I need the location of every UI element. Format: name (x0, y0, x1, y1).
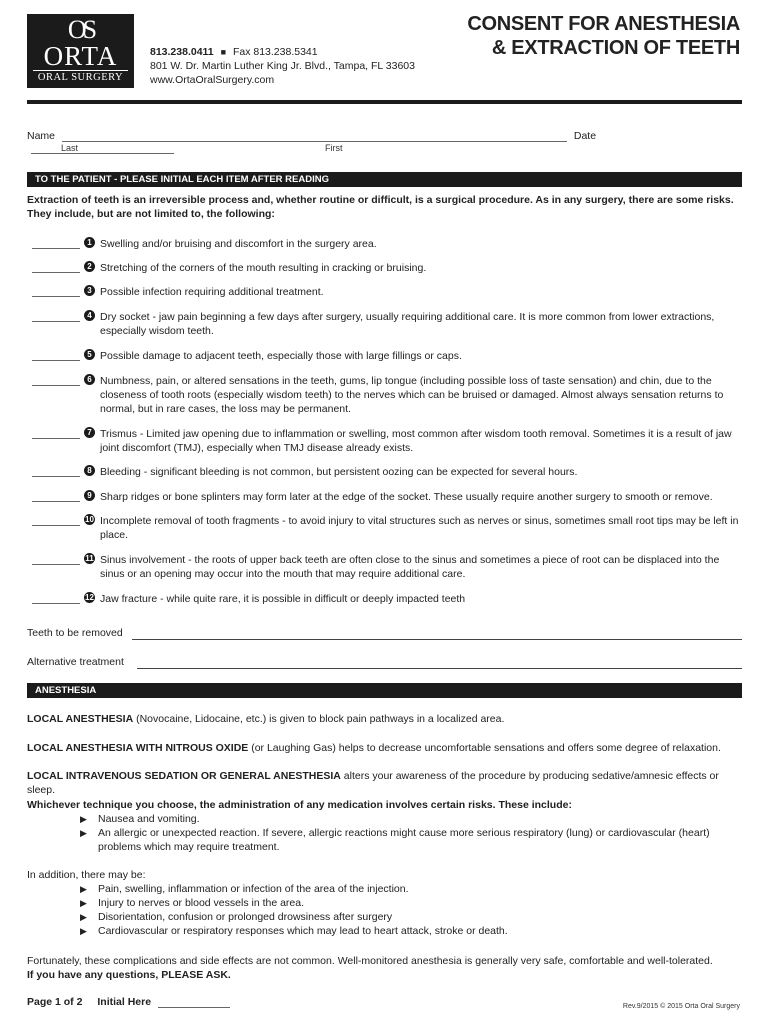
closing-block (27, 954, 742, 982)
title-line-1: CONSENT FOR ANESTHESIA (467, 13, 740, 35)
addition-bullet (27, 910, 742, 924)
patient-intro: Extraction of teeth is an irreversible process and, whether routine or difficult, is a surgical procedure. As in any surgery, there are some risks. They include, but are not limited to, the following: (27, 194, 734, 220)
alternative-treatment-label: Alternative treatment (27, 656, 124, 668)
item-number: 4 (84, 310, 95, 321)
initial-blank[interactable] (32, 427, 80, 439)
initial-blank[interactable] (32, 465, 80, 477)
initial-label: Initial Here (97, 996, 152, 1008)
item-text: Swelling and/or bruising and discomfort in the surgery area. (100, 238, 377, 250)
item-number: 2 (84, 261, 95, 272)
item-text: Possible infection requiring additional treatment. (100, 286, 324, 298)
teeth-removed-label: Teeth to be removed (27, 627, 123, 639)
local-anesthesia-title: LOCAL ANESTHESIA (27, 713, 134, 725)
addition-bullet-text: Pain, swelling, inflammation or infection of the area of the injection. (98, 883, 409, 895)
risks-block (27, 798, 742, 854)
initial-blank[interactable] (32, 310, 80, 322)
bullet-arrow-icon: ▶ (80, 884, 87, 894)
footer-left (27, 996, 230, 1008)
item-number: 10 (85, 515, 94, 524)
phone-number: 813.238.0411 (150, 46, 214, 58)
date-field[interactable] (31, 142, 174, 154)
last-name-label: Last (61, 143, 79, 153)
risk-item (32, 310, 742, 338)
initial-blank[interactable] (32, 592, 80, 604)
item-text: Bleeding - significant bleeding is not common, but persistent oozing can be expected for several hours. (100, 466, 578, 478)
addition-bullet-text: Cardiovascular or respiratory responses which may lead to heart attack, stroke or death. (98, 925, 508, 937)
risk-item (32, 592, 742, 606)
local-anesthesia-paragraph (27, 712, 742, 726)
item-number: 3 (84, 285, 95, 296)
patient-section-header: TO THE PATIENT - PLEASE INITIAL EACH ITEM AFTER READING (27, 172, 742, 187)
initial-blank[interactable] (32, 261, 80, 273)
iv-sedation-title: LOCAL INTRAVENOUS SEDATION OR GENERAL ANESTHESIA (27, 770, 341, 782)
risk-bullet (27, 826, 742, 854)
contact-block (150, 45, 415, 87)
risk-bullet-text: Nausea and vomiting. (98, 813, 200, 825)
title-line-2: & EXTRACTION OF TEETH (491, 37, 740, 59)
revision-note: Rev.9/2015 © 2015 Orta Oral Surgery (622, 1003, 740, 1010)
logo-mark: OS (67, 15, 94, 44)
initial-blank[interactable] (32, 237, 80, 249)
item-text: Sharp ridges or bone splinters may form later at the edge of the socket. These usually require another surgery to smooth or remove. (100, 491, 713, 503)
risk-item (32, 553, 742, 581)
logo-subtitle: ORAL SURGERY (33, 70, 128, 85)
risk-item (32, 514, 742, 542)
anesthesia-section-header: ANESTHESIA (27, 683, 742, 698)
risk-item (32, 374, 742, 416)
teeth-removed-row (27, 627, 742, 641)
first-name-label: First (325, 143, 343, 153)
page-number: Page 1 of 2 (27, 996, 83, 1008)
closing-text: Fortunately, these complications and side effects are not common. Well-monitored anesthesia is generally very safe, comfortable and well-tolerated. (27, 955, 713, 967)
item-number: 11 (85, 554, 94, 563)
closing-questions: If you have any questions, PLEASE ASK. (27, 969, 231, 981)
item-number: 5 (84, 349, 95, 360)
date-label: Date (573, 130, 597, 142)
nitrous-paragraph (27, 741, 742, 755)
item-text: Possible damage to adjacent teeth, especially those with large fillings or caps. (100, 350, 462, 362)
nitrous-title: LOCAL ANESTHESIA WITH NITROUS OXIDE (27, 742, 249, 754)
separator-square: ■ (220, 47, 227, 57)
initial-blank[interactable] (32, 553, 80, 565)
addition-block (27, 868, 742, 938)
item-text: Incomplete removal of tooth fragments - to avoid injury to vital structures such as nerves or sinus, sometimes small root tips may be left in place. (100, 515, 739, 541)
risk-item (32, 349, 742, 363)
item-number: 6 (84, 374, 95, 385)
risk-item (32, 285, 742, 299)
risk-bullet (27, 812, 742, 826)
address: 801 W. Dr. Martin Luther King Jr. Blvd., Tampa, FL 33603 (150, 60, 415, 72)
item-number: 1 (84, 237, 95, 248)
addition-bullet-text: Injury to nerves or blood vessels in the area. (98, 897, 305, 909)
initial-field[interactable] (158, 996, 230, 1008)
name-field[interactable] (62, 130, 567, 142)
iv-sedation-paragraph (27, 769, 742, 797)
addition-bullet (27, 896, 742, 910)
initial-blank[interactable] (32, 514, 80, 526)
item-number: 8 (84, 465, 95, 476)
orta-logo (27, 14, 134, 88)
header-divider (27, 100, 742, 104)
item-text: Numbness, pain, or altered sensations in the teeth, gums, lip tongue (including possible loss of taste sensation) and chin, due to the closeness of tooth roots (especially wisdom teeth) to the nerves which can be bruised or damaged. Almost always sensation returns to normal, but in rare cases, the loss may be permanent. (100, 375, 724, 415)
item-text: Stretching of the corners of the mouth resulting in cracking or bruising. (100, 262, 427, 274)
item-text: Sinus involvement - the roots of upper back teeth are often close to the sinus and sometimes a piece of root can be displaced into the sinus or an opening may occur into the mouth that may require additional care. (100, 554, 720, 580)
alternative-treatment-row (27, 656, 742, 670)
name-date-row (27, 130, 742, 154)
initial-blank[interactable] (32, 349, 80, 361)
initial-blank[interactable] (32, 285, 80, 297)
risk-item (32, 237, 742, 251)
item-number: 9 (84, 490, 95, 501)
risk-item (32, 261, 742, 275)
name-label: Name (27, 130, 56, 142)
item-text: Trismus - Limited jaw opening due to inflammation or swelling, most common after wisdom tooth removal. Sometimes it is a result of jaw joint discomfort (TMJ), especially when TMJ disease already exists. (100, 428, 732, 454)
website: www.OrtaOralSurgery.com (150, 74, 275, 86)
risk-item (32, 465, 742, 479)
risks-intro: Whichever technique you choose, the administration of any medication involves certain risks. These include: (27, 799, 572, 811)
item-number: 12 (85, 593, 94, 602)
bullet-arrow-icon: ▶ (80, 898, 87, 908)
logo-name: ORTA (43, 41, 118, 71)
initial-blank[interactable] (32, 374, 80, 386)
teeth-removed-field[interactable] (132, 639, 742, 640)
risk-item (32, 427, 742, 455)
addition-bullet-text: Disorientation, confusion or prolonged drowsiness after surgery (98, 911, 393, 923)
bullet-arrow-icon: ▶ (80, 814, 87, 824)
bullet-arrow-icon: ▶ (80, 926, 87, 936)
addition-intro: In addition, there may be: (27, 869, 146, 881)
fax-number: Fax 813.238.5341 (232, 46, 318, 58)
local-anesthesia-text: (Novocaine, Lidocaine, etc.) is given to block pain pathways in a localized area. (133, 713, 505, 725)
nitrous-text: (or Laughing Gas) helps to decrease uncomfortable sensations and offers some degree of relaxation. (248, 742, 721, 754)
alternative-treatment-field[interactable] (137, 668, 742, 669)
item-text: Jaw fracture - while quite rare, it is possible in difficult or deeply impacted teeth (100, 593, 466, 605)
initial-blank[interactable] (32, 490, 80, 502)
item-text: Dry socket - jaw pain beginning a few days after surgery, usually requiring additional care. It is more common from lower extractions, especially wisdom teeth. (100, 311, 715, 337)
addition-bullet (27, 924, 742, 938)
bullet-arrow-icon: ▶ (80, 912, 87, 922)
addition-bullet (27, 882, 742, 896)
risk-bullet-text: An allergic or unexpected reaction. If severe, allergic reactions might cause more serious respiratory (lung) or cardiovascular (heart) problems which may require treatment. (98, 827, 710, 853)
bullet-arrow-icon: ▶ (80, 828, 87, 838)
iv-sedation-text: alters your awareness of the procedure by producing sedative/amnesic effects or sleep. (27, 770, 719, 796)
risk-item (32, 490, 742, 504)
form-title (467, 12, 740, 60)
item-number: 7 (84, 427, 95, 438)
